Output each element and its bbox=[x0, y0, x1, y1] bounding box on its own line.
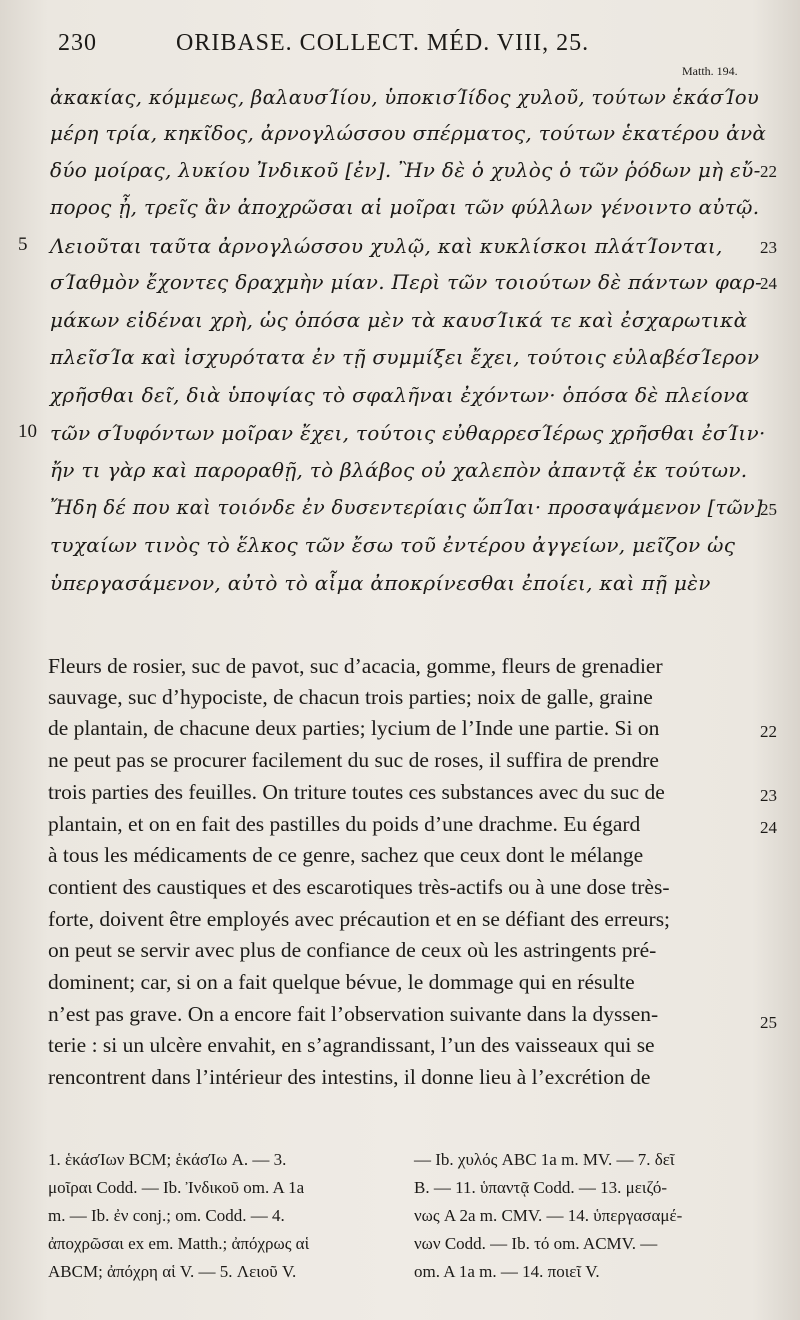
greek-line: πλεῖσΊα καὶ ἰσχυρότατα ἐν τῇ συμμίξει ἔχει, τούτοις εὐλαβέσΊερον bbox=[50, 345, 760, 369]
line-number: 10 bbox=[18, 421, 37, 442]
french-line: sauvage, suc d’hypociste, de chacun trois parties; noix de galle, graine bbox=[48, 685, 653, 709]
greek-line: χρῆσθαι δεῖ, διὰ ὑποψίας τὸ σφαλῆναι ἐχόντων· ὁπόσα δὲ πλείονα bbox=[50, 383, 750, 407]
section-number: 23 bbox=[760, 238, 777, 257]
french-line: ne peut pas se procurer facilement du suc de roses, il suffira de prendre bbox=[48, 748, 659, 772]
note-line: B. — 11. ὑπαντᾷ Codd. — 13. μειζό- bbox=[414, 1178, 668, 1197]
french-line: de plantain, de chacune deux parties; lycium de l’Inde une partie. Si on bbox=[48, 716, 660, 740]
french-line: Fleurs de rosier, suc de pavot, suc d’acacia, gomme, fleurs de grenadier bbox=[48, 654, 663, 678]
note-line: νως A 2a m. CMV. — 14. ὑπεργασαμέ- bbox=[414, 1206, 683, 1225]
section-number: 24 bbox=[760, 818, 777, 837]
french-line: on peut se servir avec plus de confiance de ceux où les astringents pré- bbox=[48, 938, 657, 962]
note-line: μοῖραι Codd. — Ib. Ἰνδικοῦ om. A 1a bbox=[48, 1178, 305, 1197]
note-line: νων Codd. — Ib. τό om. ACMV. — bbox=[414, 1234, 658, 1253]
section-number: 22 bbox=[760, 722, 777, 741]
page-number: 230 bbox=[58, 30, 97, 56]
section-number: 23 bbox=[760, 786, 777, 805]
greek-line: τυχαίων τινὸς τὸ ἕλκος τῶν ἔσω τοῦ ἐντέρου ἀγγείων, μεῖζον ὡς bbox=[50, 533, 736, 557]
section-number: 25 bbox=[760, 500, 777, 519]
french-line: forte, doivent être employés avec précaution et en se défiant des erreurs; bbox=[48, 907, 671, 931]
section-number: 25 bbox=[760, 1013, 777, 1032]
running-header bbox=[58, 30, 658, 64]
matthaei-reference: Matth. 194. bbox=[682, 64, 738, 78]
french-line: dominent; car, si on a fait quelque bévue, le dommage qui en résulte bbox=[48, 970, 635, 994]
note-line: m. — Ib. ἐν conj.; om. Codd. — 4. bbox=[48, 1206, 285, 1225]
note-line: ἀποχρῶσαι ex em. Matth.; ἀπόχρως αἱ bbox=[48, 1234, 310, 1253]
french-line: trois parties des feuilles. On triture toutes ces substances avec du suc de bbox=[48, 780, 665, 804]
french-line: à tous les médicaments de ce genre, sachez que ceux dont le mélange bbox=[48, 843, 644, 867]
note-line: ABCM; ἀπόχρη αἱ V. — 5. Λειοῦ V. bbox=[48, 1262, 297, 1281]
french-line: rencontrent dans l’intérieur des intestins, il donne lieu à l’excrétion de bbox=[48, 1065, 651, 1089]
greek-line: μέρη τρία, κηκῖδος, ἀρνογλώσσου σπέρματος, τούτων ἑκατέρου ἀνὰ bbox=[50, 121, 767, 145]
note-line: om. A 1a m. — 14. ποιεῖ V. bbox=[414, 1262, 600, 1281]
french-line: n’est pas grave. On a encore fait l’observation suivante dans la dyssen- bbox=[48, 1002, 659, 1026]
greek-line: μάκων εἰδέναι χρὴ, ὡς ὁπόσα μὲν τὰ καυσΊικά τε καὶ ἐσχαρωτικὰ bbox=[50, 308, 748, 332]
critical-apparatus bbox=[48, 1150, 758, 1300]
note-line: 1. ἑκάσΊων BCM; ἑκάσΊω A. — 3. bbox=[48, 1150, 287, 1169]
note-line: — Ib. χυλός ABC 1a m. MV. — 7. δεῖ bbox=[414, 1150, 675, 1169]
greek-line: δύο μοίρας, λυκίου Ἰνδικοῦ [ἐν]. Ἢν δὲ ὁ χυλὸς ὁ τῶν ῥόδων μὴ εὔ- bbox=[50, 158, 761, 182]
section-number: 24 bbox=[760, 274, 777, 293]
greek-line: τῶν σΊυφόντων μοῖραν ἔχει, τούτοις εὐθαρρεσΊέρως χρῆσθαι ἐσΊιν· bbox=[50, 421, 766, 445]
french-line: plantain, et on en fait des pastilles du poids d’une drachme. Eu égard bbox=[48, 812, 641, 836]
line-number: 5 bbox=[18, 234, 28, 255]
greek-line: Ἤδη δέ που καὶ τοιόνδε ἐν δυσεντερίαις ὤπΊαι· προσαψάμενον [τῶν] bbox=[50, 496, 763, 519]
greek-line: πορος ᾖ, τρεῖς ἂν ἀποχρῶσαι αἱ μοῖραι τῶν φύλλων γένοιντο αὐτῷ. bbox=[50, 195, 760, 219]
french-line: terie : si un ulcère envahit, en s’agrandissant, l’un des vaisseaux qui se bbox=[48, 1033, 655, 1057]
section-number: 22 bbox=[760, 162, 777, 181]
running-title: ORIBASE. COLLECT. MÉD. VIII, 25. bbox=[176, 30, 590, 56]
greek-line: ἀκακίας, κόμμεως, βαλαυσΊίου, ὑποκισΊίδος χυλοῦ, τούτων ἑκάσΊου bbox=[50, 86, 760, 109]
french-line: contient des caustiques et des escarotiques très-actifs ou à une dose très- bbox=[48, 875, 670, 899]
notes-right-column bbox=[414, 1150, 754, 1290]
notes-left-column bbox=[48, 1150, 388, 1290]
greek-line: σΊαθμὸν ἔχοντες δραχμὴν μίαν. Περὶ τῶν τοιούτων δὲ πάντων φαρ- bbox=[50, 270, 763, 294]
greek-line: Λειοῦται ταῦτα ἀρνογλώσσου χυλῷ, καὶ κυκλίσκοι πλάτΊονται, bbox=[50, 234, 723, 258]
greek-line: ὑπεργασάμενον, αὐτὸ τὸ αἷμα ἀποκρίνεσθαι ἐποίει, καὶ πῇ μὲν bbox=[50, 571, 711, 595]
greek-line: ἤν τι γὰρ καὶ παροραθῇ, τὸ βλάβος οὐ χαλεπὸν ἀπαντᾷ ἐκ τούτων. bbox=[50, 458, 748, 482]
